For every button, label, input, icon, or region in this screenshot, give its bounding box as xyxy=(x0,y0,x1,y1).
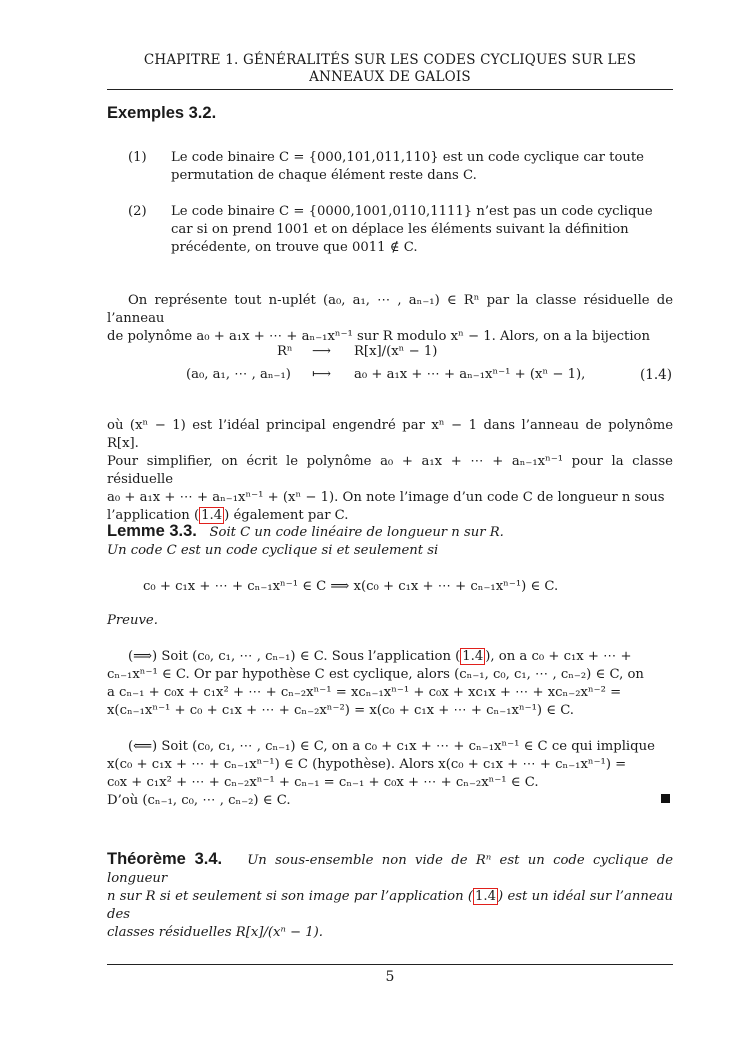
paragraph-ideal-line3: a₀ + a₁x + ⋯ + aₙ₋₁xⁿ⁻¹ + (xⁿ − 1). On note l’image d’un code C de longueur n sous xyxy=(107,490,665,505)
proof-backward xyxy=(107,738,673,810)
page-number: 5 xyxy=(385,969,395,985)
theorem-line2-pre: n sur R si et seulement si son image par l’application ( xyxy=(107,889,474,904)
proof-forward-line1-post: ), on a c₀ + c₁x + ⋯ + xyxy=(485,649,632,664)
proof-forward-line3: a cₙ₋₁ + c₀x + c₁x² + ⋯ + cₙ₋₂xⁿ⁻¹ = xcₙ₋₁xⁿ⁻¹ + c₀x + xc₁x + ⋯ + xcₙ₋₂xⁿ⁻² = xyxy=(107,685,622,700)
proof-forward xyxy=(107,648,673,720)
example-item-1-num: (1) xyxy=(128,150,147,165)
examples-title: Exemples 3.2. xyxy=(107,104,217,122)
equation-ref-link[interactable]: 1.4 xyxy=(462,649,484,664)
paragraph-ideal-line4-post: ) également par C. xyxy=(224,508,349,523)
paragraph-ideal-line4-pre: l’application ( xyxy=(107,508,200,523)
example-item-1-line1: Le code binaire C = {000,101,011,110} est un code cyclique car toute xyxy=(171,150,644,165)
bijection-domain: Rⁿ xyxy=(277,344,293,359)
header-rule xyxy=(107,89,673,90)
proof-backward-line2: x(c₀ + c₁x + ⋯ + cₙ₋₁xⁿ⁻¹) ∈ C (hypothèse). Alors x(c₀ + c₁x + ⋯ + cₙ₋₁xⁿ⁻¹) = xyxy=(107,757,627,772)
theorem-block xyxy=(107,850,673,942)
proof-backward-line3: c₀x + c₁x² + ⋯ + cₙ₋₂xⁿ⁻¹ + cₙ₋₁ = cₙ₋₁ + c₀x + ⋯ + cₙ₋₂xⁿ⁻¹ ∈ C. xyxy=(107,775,539,790)
bijection-arrow-1: ⟶ xyxy=(312,344,331,359)
proof-title: Preuve. xyxy=(107,613,158,628)
proof-forward-line2: cₙ₋₁xⁿ⁻¹ ∈ C. Or par hypothèse C est cyclique, alors (cₙ₋₁, c₀, c₁, ⋯ , cₙ₋₂) ∈ C, on xyxy=(107,667,644,682)
equation-ref-link[interactable]: 1.4 xyxy=(201,508,223,523)
lemma-line1: Soit C un code linéaire de longueur n sur R. xyxy=(209,525,504,540)
example-item-2-line2: car si on prend 1001 et on déplace les éléments suivant la définition xyxy=(171,222,629,237)
bijection-arrow-2: ⟼ xyxy=(312,367,331,382)
lemma-line2: Un code C est un code cyclique si et seulement si xyxy=(107,543,439,558)
bijection-image: a₀ + a₁x + ⋯ + aₙ₋₁xⁿ⁻¹ + (xⁿ − 1), xyxy=(354,367,586,382)
proof-backward-line4: D’où (cₙ₋₁, c₀, ⋯ , cₙ₋₂) ∈ C. xyxy=(107,793,291,808)
lemma-formula: c₀ + c₁x + ⋯ + cₙ₋₁xⁿ⁻¹ ∈ C ⟹ x(c₀ + c₁x + ⋯ + cₙ₋₁xⁿ⁻¹) ∈ C. xyxy=(143,579,559,594)
example-item-2-num: (2) xyxy=(128,204,147,219)
equation-ref-link[interactable]: 1.4 xyxy=(475,889,497,904)
qed-square-icon xyxy=(661,794,670,803)
theorem-line2-post: ) est un idéal sur l’anneau des xyxy=(107,889,673,922)
proof-forward-line1-pre: (⟹) Soit (c₀, c₁, ⋯ , cₙ₋₁) ∈ C. Sous l’application ( xyxy=(128,649,461,664)
running-header xyxy=(107,52,673,86)
example-item-2-line3: précédente, on trouve que 0011 ∉ C. xyxy=(171,240,418,255)
proof-forward-line4: x(cₙ₋₁xⁿ⁻¹ + c₀ + c₁x + ⋯ + cₙ₋₂xⁿ⁻²) = x(c₀ + c₁x + ⋯ + cₙ₋₁xⁿ⁻¹) ∈ C. xyxy=(107,703,575,718)
lemma-block xyxy=(107,522,673,560)
example-item-2-line1: Le code binaire C = {0000,1001,0110,1111} n’est pas un code cyclique xyxy=(171,204,653,219)
paragraph-representation xyxy=(107,292,673,346)
bijection-tuple: (a₀, a₁, ⋯ , aₙ₋₁) xyxy=(186,367,291,382)
lemma-title: Lemme 3.3. xyxy=(107,522,197,540)
proof-forward-line1 xyxy=(107,648,673,666)
footer-rule xyxy=(107,964,673,965)
paragraph-ideal xyxy=(107,417,673,525)
theorem-line2 xyxy=(107,888,673,924)
example-item-1-line2: permutation de chaque élément reste dans C. xyxy=(171,168,477,183)
proof-backward-line1: (⟸) Soit (c₀, c₁, ⋯ , cₙ₋₁) ∈ C, on a c₀ + c₁x + ⋯ + cₙ₋₁xⁿ⁻¹ ∈ C ce qui implique xyxy=(128,739,655,754)
paragraph-representation-line1: On représente tout n-uplét (a₀, a₁, ⋯ , aₙ₋₁) ∈ Rⁿ par la classe résiduelle de l’anneau xyxy=(107,293,673,326)
bijection-codomain: R[x]/(xⁿ − 1) xyxy=(354,344,438,359)
theorem-title: Théorème 3.4. xyxy=(107,850,223,868)
theorem-line1: Un sous-ensemble non vide de Rⁿ est un code cyclique de longueur xyxy=(107,853,673,886)
running-header-line2: ANNEAUX DE GALOIS xyxy=(309,69,471,85)
theorem-line3: classes résiduelles R[x]/(xⁿ − 1). xyxy=(107,925,323,940)
equation-number: (1.4) xyxy=(640,367,673,383)
paragraph-ideal-line2: Pour simplifier, on écrit le polynôme a₀ + a₁x + ⋯ + aₙ₋₁xⁿ⁻¹ pour la classe résiduelle xyxy=(107,454,673,487)
paragraph-ideal-line1: où (xⁿ − 1) est l’idéal principal engendré par xⁿ − 1 dans l’anneau de polynôme R[x]. xyxy=(107,418,673,451)
paragraph-representation-line2: de polynôme a₀ + a₁x + ⋯ + aₙ₋₁xⁿ⁻¹ sur R modulo xⁿ − 1. Alors, on a la bijection xyxy=(107,329,650,344)
running-header-line1: CHAPITRE 1. GÉNÉRALITÉS SUR LES CODES CYCLIQUES SUR LES xyxy=(143,52,637,68)
bijection-display xyxy=(107,343,673,387)
